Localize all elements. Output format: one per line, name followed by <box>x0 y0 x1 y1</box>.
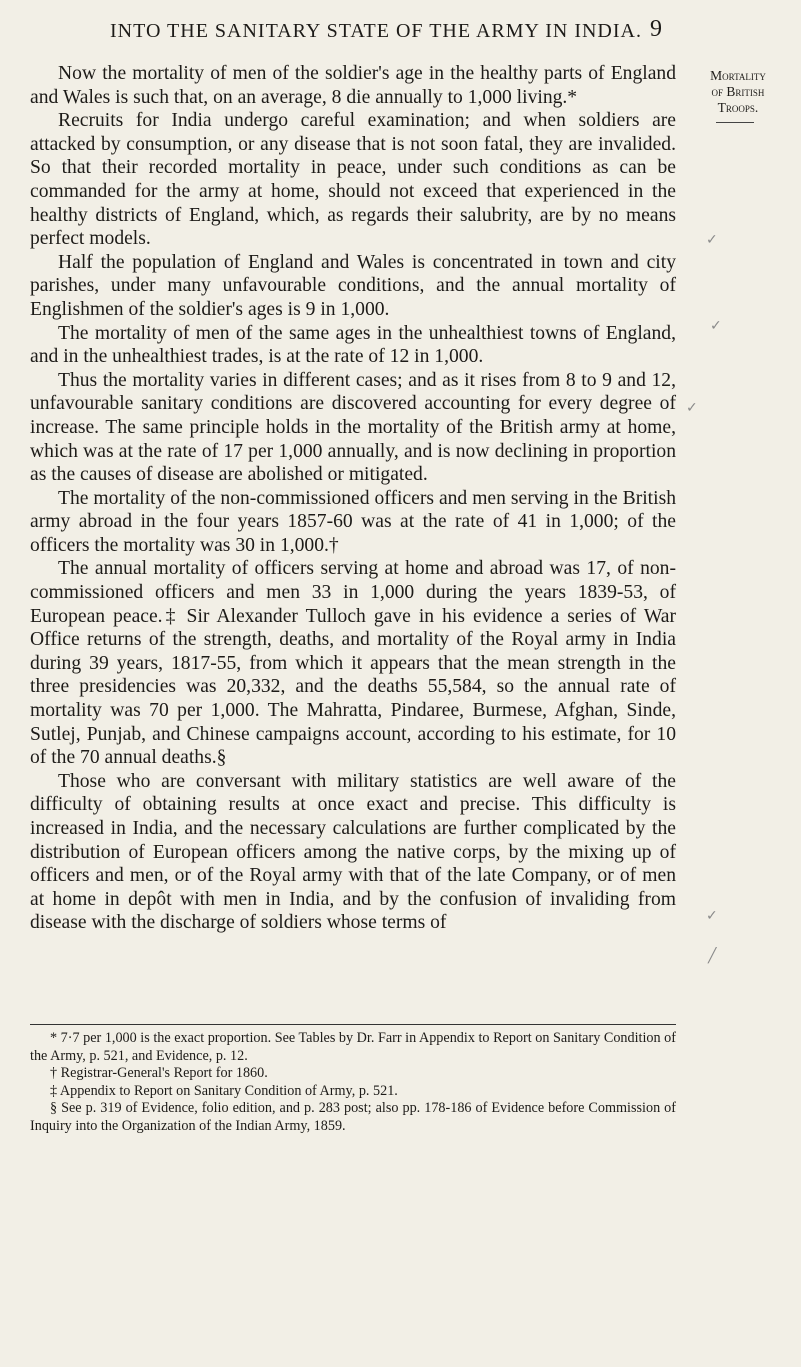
pencil-tick-mark: ✓ <box>686 400 698 416</box>
margin-note-line-1: Mortality <box>710 68 766 83</box>
paragraph-3: Half the population of England and Wales is concentrated in town and city parishes, under many unfavourable conditions, and the annual mortality of Englishmen of the soldier's ages is 9 in 1,000. <box>30 251 676 320</box>
pencil-tick-mark: ✓ <box>710 318 722 334</box>
page-number: 9 <box>650 16 662 42</box>
body-text <box>30 62 676 935</box>
page-header <box>110 16 670 43</box>
paragraph-2: Recruits for India undergo careful examination; and when soldiers are attacked by consumption, or any disease that is not soon fatal, they are invalided. So that their recorded mortality in peace, under such conditions as can be commanded for the army at home, should not exceed that experienced in the healthy districts of England, which, as regards their salubrity, are by no means perfect models. <box>30 110 676 250</box>
pencil-stroke-mark: ╱ <box>708 948 717 964</box>
footnotes <box>30 1030 676 1136</box>
pencil-tick-mark: ✓ <box>706 908 718 924</box>
footnote-1: * 7·7 per 1,000 is the exact proportion. See Tables by Dr. Farr in Appendix to Report on Sanitary Condition of the Army, p. 521, and Evidence, p. 12. <box>30 1030 676 1064</box>
margin-note-line-2: of British <box>711 84 765 99</box>
footnote-2: † Registrar-General's Report for 1860. <box>50 1065 268 1082</box>
margin-note-rule <box>716 122 754 123</box>
footnote-rule <box>30 1024 676 1025</box>
footnote-3: ‡ Appendix to Report on Sanitary Condition of Army, p. 521. <box>50 1082 398 1099</box>
paragraph-8: Those who are conversant with military statistics are well aware of the difficulty of obtaining results at once exact and precise. This difficulty is increased in India, and the necessary calculations are further complicated by the distribution of European officers among the native corps, by the mixing up of officers and men, or of the Royal army with that of the late Company, or of men at home in depôt with men in India, and by the confusion of invaliding from disease with the discharge of soldiers whose terms of <box>30 770 676 934</box>
paragraph-5: Thus the mortality varies in different cases; and as it rises from 8 to 9 and 12, unfavourable sanitary conditions are discovered accounting for every degree of increase. The same principle holds in the mortality of the British army at home, which was at the rate of 17 per 1,000 annually, and is now declining in proportion as the causes of disease are abolished or mitigated. <box>30 369 676 486</box>
paragraph-1: Now the mortality of men of the soldier's age in the healthy parts of England and Wales is such that, on an average, 8 die annually to 1,000 living.* <box>30 63 676 108</box>
paragraph-4: The mortality of men of the same ages in the unhealthiest towns of England, and in the unhealthiest trades, is at the rate of 12 in 1,000. <box>30 322 676 368</box>
margin-note-line-3: Troops. <box>717 100 759 115</box>
paragraph-6: The mortality of the non-commissioned officers and men serving in the British army abroad in the four years 1857-60 was at the rate of 41 in 1,000; of the officers the mortality was 30 in 1,000.† <box>30 487 676 556</box>
paragraph-7: The annual mortality of officers serving at home and abroad was 17, of non-commissioned officers and men 33 in 1,000 during the years 1839-53, of European peace.‡ Sir Alexander Tulloch gave in his evidence a series of War Office returns of the strength, deaths, and mortality of the Royal army in India during 39 years, 1817-55, from which it appears that the mean strength in the three presidencies was 20,332, and the deaths 55,584, so the annual rate of mortality was 70 per 1,000. The Mahratta, Pindaree, Burmese, Afghan, Sinde, Sutlej, Punjab, and Chinese campaigns account, according to his estimate, for 10 of the 70 annual deaths.§ <box>30 558 676 769</box>
margin-note <box>678 68 798 116</box>
running-head: INTO THE SANITARY STATE OF THE ARMY IN INDIA. <box>110 20 642 42</box>
footnote-4: § See p. 319 of Evidence, folio edition, and p. 283 post; also pp. 178-186 of Evidence before Commission of Inquiry into the Organization of the Indian Army, 1859. <box>30 1100 676 1134</box>
pencil-tick-mark: ✓ <box>706 232 718 248</box>
